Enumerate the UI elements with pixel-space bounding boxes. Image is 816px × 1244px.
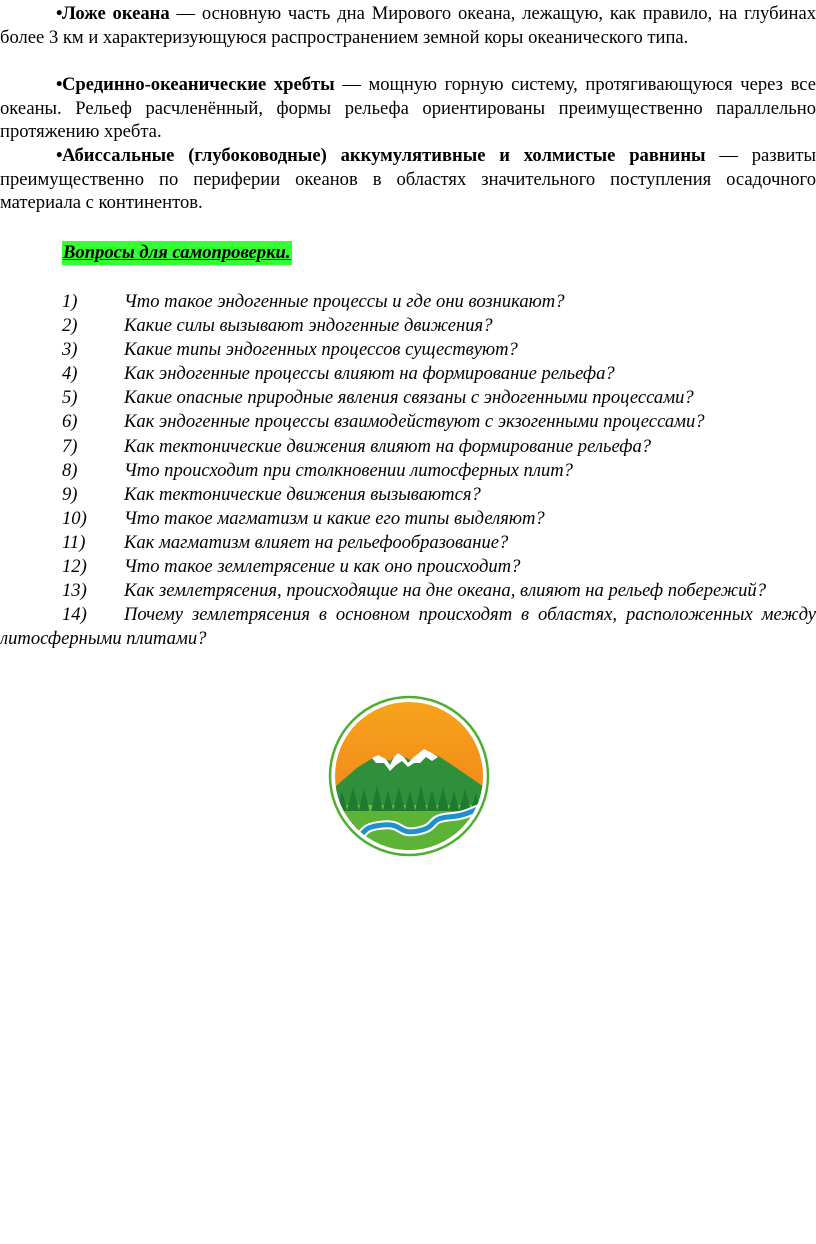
question-text: Какие силы вызывают эндогенные движения? <box>124 315 493 337</box>
list-item <box>0 362 816 386</box>
questions-list <box>0 290 816 651</box>
question-text: Что такое эндогенные процессы и где они возникают? <box>124 291 565 312</box>
bullet-term: Срединно-океанические хребты <box>62 74 335 95</box>
list-item <box>0 555 816 579</box>
question-text: Какие типы эндогенных процессов существуют? <box>124 339 518 361</box>
bullet-item-abyssal-plains <box>0 144 816 215</box>
question-number: 10) <box>62 507 87 529</box>
question-text: Что происходит при столкновении литосферных плит? <box>124 459 573 481</box>
question-number: 7) <box>62 435 78 457</box>
bullet-text: — развиты преимущественно по периферии океанов в областях значительного поступления осадочного материала с континентов. <box>0 145 816 213</box>
question-text: Почему землетрясения в основном происходят в областях, расположенных между литосферными плитами? <box>0 604 816 650</box>
bullet-term: Абиссальные (глубоководные) аккумулятивные и холмистые равнины <box>62 145 706 166</box>
list-item <box>0 531 816 555</box>
question-text: Как землетрясения, происходящие на дне океана, влияют на рельеф побережий? <box>124 580 766 602</box>
question-number: 2) <box>62 315 78 337</box>
question-text: Что такое магматизм и какие его типы выделяют? <box>124 507 545 529</box>
question-text: Как тектонические движения вызываются? <box>124 483 481 505</box>
question-number: 13) <box>62 580 87 602</box>
bullet-text: — основную часть дна Мирового океана, лежащую, как правило, на глубинах более 3 км и характеризующуюся распространением земной коры океанического типа. <box>0 3 816 48</box>
bullet-icon <box>0 73 62 97</box>
question-text: Как эндогенные процессы влияют на формирование рельефа? <box>124 363 615 385</box>
question-text: Что такое землетрясение и как оно происходит? <box>124 556 521 578</box>
list-item <box>0 435 816 459</box>
bullet-item-mid-ocean-ridges <box>0 73 816 144</box>
question-text: Как тектонические движения влияют на формирование рельефа? <box>124 435 652 457</box>
question-number: 1) <box>62 291 78 312</box>
question-number: 9) <box>62 483 78 505</box>
question-number: 14) <box>62 604 87 626</box>
bullet-item-ocean-floor <box>0 2 816 49</box>
question-number: 3) <box>62 339 78 361</box>
list-item <box>0 410 816 434</box>
question-number: 4) <box>62 363 78 385</box>
question-number: 8) <box>62 459 78 481</box>
question-text: Какие опасные природные явления связаны с эндогенными процессами? <box>124 387 694 409</box>
question-text: Как эндогенные процессы взаимодействуют с экзогенными процессами? <box>124 411 705 433</box>
bullet-term: Ложе океана <box>62 3 170 24</box>
question-text: Как магматизм влияет на рельефообразование? <box>124 531 509 553</box>
question-number: 5) <box>62 387 78 409</box>
question-number: 6) <box>62 411 78 433</box>
list-item <box>0 386 816 410</box>
list-item <box>0 338 816 362</box>
section-heading-text: Вопросы для самопроверки. <box>63 242 291 263</box>
nature-logo-icon <box>328 695 490 857</box>
question-number: 11) <box>62 531 86 553</box>
bullet-icon <box>0 144 62 168</box>
bullet-icon <box>0 2 62 26</box>
list-item <box>0 507 816 531</box>
list-item <box>0 579 816 603</box>
list-item <box>0 603 816 651</box>
list-item <box>0 459 816 483</box>
list-item <box>0 483 816 507</box>
section-heading <box>62 241 292 265</box>
list-item <box>0 314 816 338</box>
question-number: 12) <box>62 556 87 578</box>
list-item <box>0 290 816 314</box>
bullet-text: — мощную горную систему, протягивающуюся через все океаны. Рельеф расчленённый, формы рельефа ориентированы преимущественно параллельно протяжению хребта. <box>0 74 816 142</box>
